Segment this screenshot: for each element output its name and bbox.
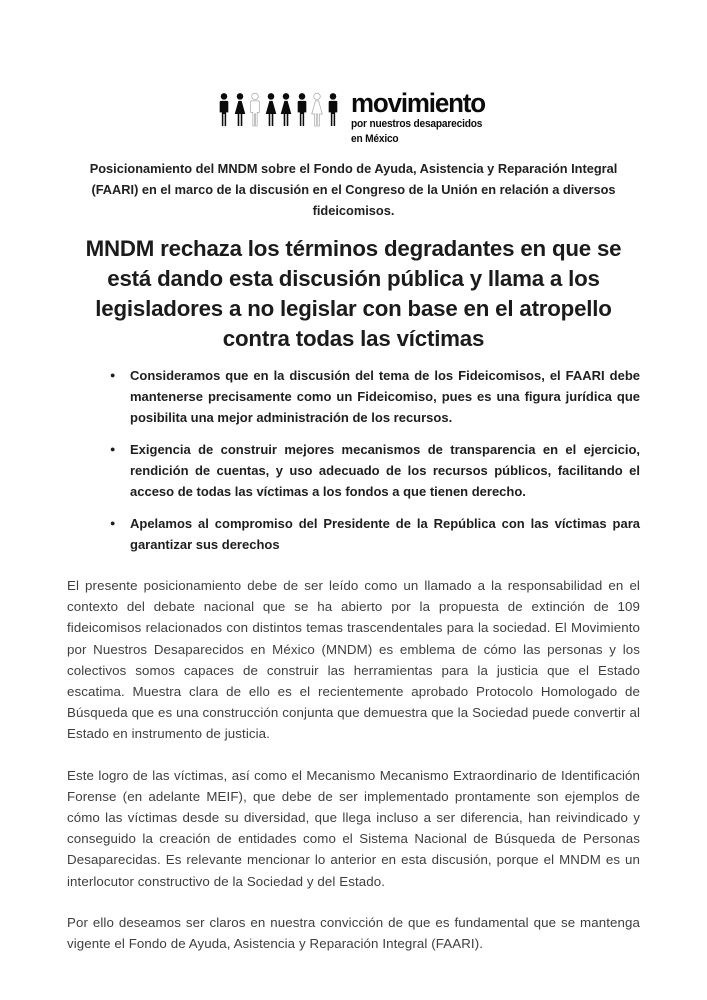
key-point-item: ● Apelamos al compromiso del Presidente de la República con las víctimas para garantizar sus derechos <box>110 513 640 555</box>
body-paragraph: El presente posicionamiento debe de ser leído como un llamado a la responsabilidad en el contexto del debate nacional que se ha abierto por la propuesta de extinción de 109 fideicomisos relacionados con distintos temas trascendentales para la sociedad. El Movimiento por Nuestros Desaparecidos en México (MNDM) es emblema de cómo las personas y los colectivos somos capaces de construir las herramientas para la justicia que el Estado escatima. Muestra clara de ello es el recientemente aprobado Protocolo Homologado de Búsqueda que es una construcción conjunta que demuestra que la Sociedad puede convertir al Estado en instrumento de justicia. <box>67 578 640 742</box>
key-point-item: ● Exigencia de construir mejores mecanismos de transparencia en el ejercicio, rendición de cuentas, y uso adecuado de los recursos públicos, facilitando el acceso de todas las víctimas a los fondos a que tienen derecho. <box>110 439 640 502</box>
document-title: MNDM rechaza los términos degradantes en que se está dando esta discusión pública y llama a los legisladores a no legislar con base en el atropello contra todas las víctimas <box>85 236 622 351</box>
logo-header <box>67 88 640 145</box>
man-figure-icon <box>216 88 232 132</box>
man-figure-icon <box>325 88 341 132</box>
body-paragraph: Este logro de las víctimas, así como el Mecanismo Mecanismo Extraordinario de Identificación Forense (en adelante MEIF), que debe de ser implementado prontamente son ejemplos de cómo las víctimas desde su diversidad, que llega incluso a ser diferencia, han reivindicado y conseguido la creación de entidades como el Sistema Nacional de Búsqueda de Personas Desaparecidas. Es relevante mencionar lo anterior en esta discusión, porque el MNDM es un interlocutor constructivo de la Sociedad y del Estado. <box>67 767 640 889</box>
woman-figure-icon <box>263 88 279 132</box>
logo <box>67 88 640 145</box>
man-figure-icon <box>294 88 310 132</box>
position-statement-kicker: Posicionamiento del MNDM sobre el Fondo de Ayuda, Asistencia y Reparación Integral (FAARI) en el marco de la discusión en el Congreso de la Unión en relación a diversos fideicomisos. <box>89 161 618 218</box>
woman-figure-icon <box>278 88 294 132</box>
logo-wordmark <box>351 88 485 145</box>
body-copy <box>67 575 640 954</box>
logo-subtitle-line1: por nuestros desaparecidos <box>351 118 483 131</box>
logo-subtitle-line2: en México <box>351 133 399 145</box>
key-points-list <box>67 365 640 555</box>
woman-figure-icon <box>232 88 248 132</box>
logo-figures <box>216 88 340 132</box>
key-point-item: ● Consideramos que en la discusión del tema de los Fideicomisos, el FAARI debe mantenerse precisamente como un Fideicomiso, pues es una figura jurídica que posibilita una mejor administración de los recursos. <box>110 365 640 428</box>
woman-figure-icon <box>309 88 325 132</box>
body-paragraph: Por ello deseamos ser claros en nuestra convicción de que es fundamental que se mantenga vigente el Fondo de Ayuda, Asistencia y Reparación Integral (FAARI). <box>67 914 640 952</box>
logo-title: movimiento <box>351 88 486 118</box>
man-figure-icon <box>247 88 263 132</box>
